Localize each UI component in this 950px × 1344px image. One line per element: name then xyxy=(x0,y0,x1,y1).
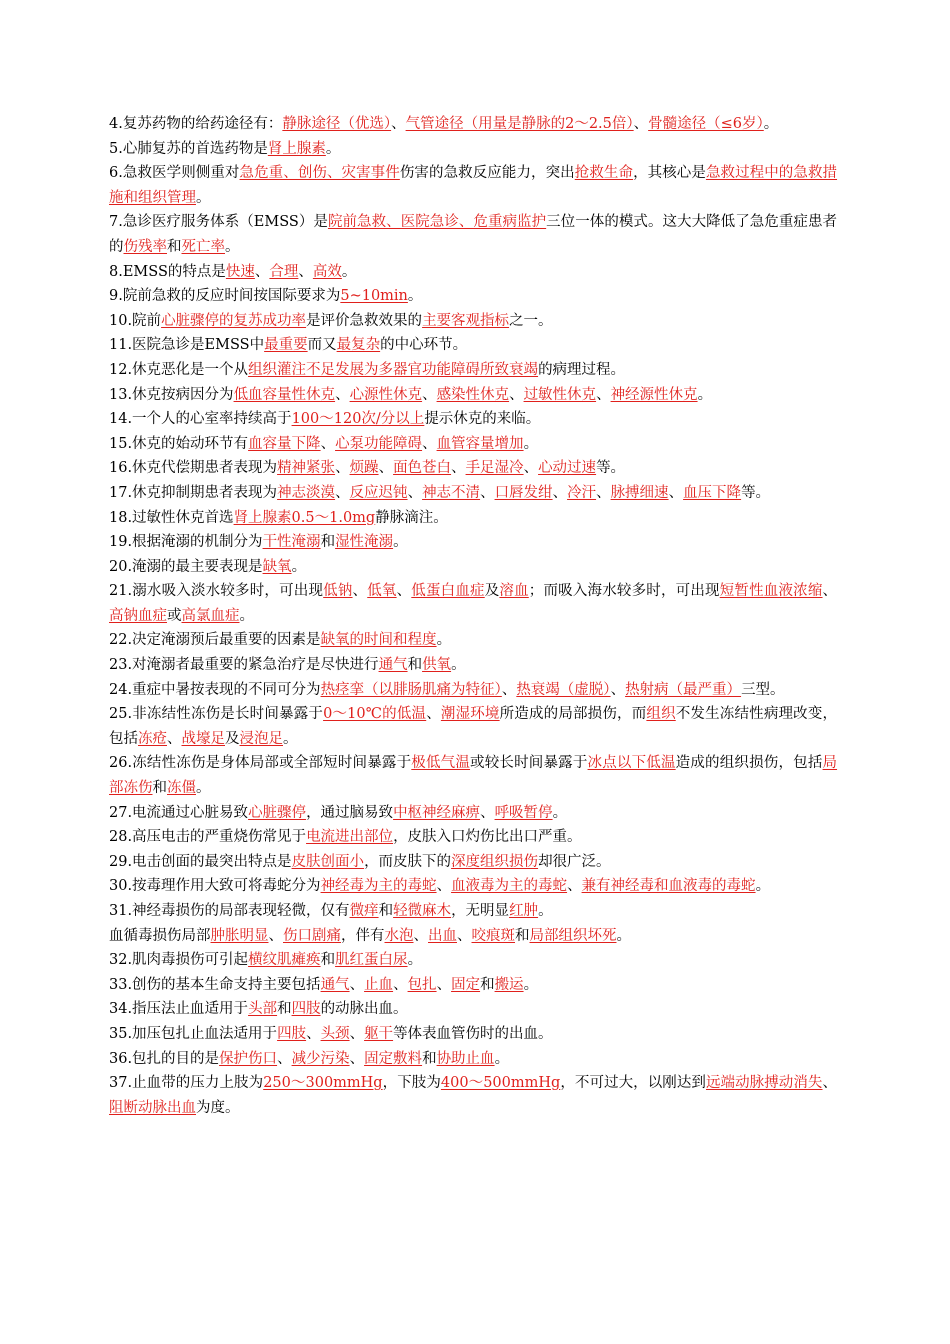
question-text: 、 xyxy=(393,976,408,993)
answer-text: 电流进出部位 xyxy=(306,829,394,846)
question-text: 12.休克恶化是一个从 xyxy=(109,361,249,378)
question-text: 、 xyxy=(509,386,524,403)
answer-text: 头部 xyxy=(248,1001,278,1018)
question-text: 、 xyxy=(567,878,582,895)
paragraph xyxy=(109,973,837,998)
question-text: 。 xyxy=(616,927,631,944)
question-text: 32.肌肉毒损伤可引起 xyxy=(109,952,249,969)
answer-text: 阻断动脉出血 xyxy=(109,1099,196,1116)
question-text: 9.院前急救的反应时间按国际要求为 xyxy=(109,288,341,305)
answer-text: 神经源性休克 xyxy=(610,386,698,403)
question-text: 、 xyxy=(268,927,283,944)
question-text: 11.医院急诊是EMSS中 xyxy=(109,337,265,354)
question-text: 36.包扎的目的是 xyxy=(109,1050,220,1067)
answer-text: 远端动脉搏动消失 xyxy=(706,1075,823,1092)
question-text: 。 xyxy=(196,189,211,206)
answer-text: 面色苍白 xyxy=(393,460,452,477)
answer-text: 局部组织坏死 xyxy=(529,927,617,944)
answer-text: 肾上腺素 xyxy=(267,140,326,157)
answer-text: 溶血 xyxy=(499,583,529,600)
question-text: 。 xyxy=(407,952,423,969)
question-text: 。 xyxy=(407,288,423,305)
answer-text: 冻僵 xyxy=(167,780,196,797)
question-text: 25.非冻结性冻伤是长时间暴露于 xyxy=(109,706,324,723)
answer-text: 包扎 xyxy=(407,976,437,993)
question-text: 、 xyxy=(349,976,365,993)
question-text: 24.重症中暑按表现的不同可分为 xyxy=(109,681,321,698)
answer-text: 深度组织损伤 xyxy=(451,853,539,870)
question-text: 、 xyxy=(596,484,611,501)
answer-text: 最重要 xyxy=(264,337,308,354)
question-text: 、 xyxy=(457,927,472,944)
answer-text: 微痒 xyxy=(349,903,379,919)
question-text: 三位一体的模式。这大大降低了急危重症患者的 xyxy=(109,214,837,255)
paragraph xyxy=(109,407,837,432)
paragraph xyxy=(109,1047,837,1072)
question-text: 而又 xyxy=(307,337,337,354)
question-text: 29.电击创面的最突出特点是 xyxy=(109,853,292,870)
question-text: 、 xyxy=(349,1025,365,1042)
question-text: ，伴有 xyxy=(341,927,385,944)
answer-text: 合理 xyxy=(269,263,299,280)
answer-text: 保护伤口 xyxy=(219,1050,278,1067)
answer-text: 湿性淹溺 xyxy=(335,534,394,551)
question-text: 8.EMSS的特点是 xyxy=(109,263,226,280)
question-text: 和 xyxy=(378,903,394,919)
question-text: ，通过脑易致 xyxy=(306,804,394,821)
question-text: 的中心环节。 xyxy=(380,337,468,354)
answer-text: 静脉途径（优选） xyxy=(282,116,392,132)
answer-text: 急救过程中的急救措施和组织管理 xyxy=(109,165,838,206)
paragraph xyxy=(109,481,837,506)
question-text: 、 xyxy=(277,1050,292,1067)
question-text: 15.休克的始动环节有 xyxy=(109,435,249,452)
question-text: 。 xyxy=(552,804,568,821)
answer-text: 心动过速 xyxy=(538,460,597,477)
paragraph xyxy=(109,112,837,137)
question-text: 、 xyxy=(610,681,626,698)
paragraph xyxy=(109,358,837,383)
question-text: 或较长时间暴露于 xyxy=(470,755,588,772)
question-text: 、 xyxy=(352,583,368,600)
answer-text: 潮湿环境 xyxy=(440,706,500,723)
paragraph xyxy=(109,948,837,973)
paragraph xyxy=(109,825,837,850)
answer-text: 高氯血症 xyxy=(181,607,240,624)
answer-text: 过敏性休克 xyxy=(523,386,597,403)
question-text: 、 xyxy=(422,435,437,452)
paragraph xyxy=(109,383,837,408)
answer-text: 出血 xyxy=(428,927,457,944)
question-text: 。 xyxy=(523,976,539,993)
paragraph xyxy=(109,284,837,309)
question-text: 、 xyxy=(552,484,568,501)
question-text: 的病理过程。 xyxy=(538,361,626,378)
answer-text: 100～120次/分以上 xyxy=(291,411,425,428)
question-text: 、 xyxy=(436,976,452,993)
paragraph xyxy=(109,628,837,653)
question-text: 、 xyxy=(480,804,495,821)
answer-text: 气管途径（用量是静脉的2～2.5倍） xyxy=(405,116,634,132)
paragraph xyxy=(109,702,837,751)
question-text: 之一。 xyxy=(509,312,553,329)
answer-text: 缺氧 xyxy=(262,558,292,575)
question-text: 或 xyxy=(167,607,182,624)
question-text: 5.心肺复苏的首选药物是 xyxy=(109,140,268,157)
question-text: 34.指压法止血适用于 xyxy=(109,1001,249,1018)
answer-text: 250～300mmHg xyxy=(263,1075,383,1092)
paragraph xyxy=(109,309,837,334)
answer-text: 短暂性血液浓缩 xyxy=(719,583,823,600)
question-text: 6.急救医学则侧重对 xyxy=(109,165,240,182)
question-text: 、 xyxy=(391,116,406,132)
answer-text: 伤残率 xyxy=(123,238,167,255)
question-text: 等。 xyxy=(741,484,771,501)
answer-text: 感染性休克 xyxy=(436,386,510,403)
question-text: ，皮肤入口灼伤比出口严重。 xyxy=(393,829,582,846)
question-text: 。 xyxy=(239,607,254,624)
answer-text: 四肢 xyxy=(277,1025,307,1042)
answer-text: 四肢 xyxy=(291,1001,321,1018)
question-text: 、 xyxy=(822,583,838,600)
answer-text: 兼有神经毒和血液毒的毒蛇 xyxy=(581,878,756,895)
answer-text: 减少污染 xyxy=(291,1050,350,1067)
question-text: 16.休克代偿期患者表现为 xyxy=(109,460,278,477)
question-text: 、 xyxy=(298,263,313,280)
paragraph xyxy=(109,751,837,800)
question-text: 和 xyxy=(152,780,167,797)
paragraph xyxy=(109,210,837,259)
answer-text: 呼吸暂停 xyxy=(494,804,553,821)
answer-text: 干性淹溺 xyxy=(262,534,321,551)
question-text: 。 xyxy=(325,140,341,157)
answer-text: 5~10min xyxy=(340,288,408,305)
answer-text: 骨髓途径（≤6岁） xyxy=(648,116,764,132)
answer-text: 轻微麻木 xyxy=(393,903,452,919)
question-text: 、 xyxy=(407,484,423,501)
answer-text: 神志淡漠 xyxy=(277,484,336,501)
question-text: 和 xyxy=(320,952,336,969)
question-text: ，其核心是 xyxy=(633,165,706,182)
question-text: 10.院前 xyxy=(109,312,162,329)
answer-text: 死亡率 xyxy=(181,238,225,255)
paragraph xyxy=(109,924,837,949)
question-text: 不发生冻结性病理改变，包括 xyxy=(109,706,838,747)
answer-text: 头颈 xyxy=(320,1025,350,1042)
paragraph xyxy=(109,555,837,580)
paragraph xyxy=(109,801,837,826)
question-text: 。 xyxy=(697,386,713,403)
answer-text: 心源性休克 xyxy=(349,386,423,403)
question-text: 。 xyxy=(196,780,211,797)
answer-text: 口唇发绀 xyxy=(494,484,553,501)
question-text: 。 xyxy=(341,263,357,280)
question-text: 。 xyxy=(755,878,771,895)
question-text: 。 xyxy=(523,435,539,452)
question-text: 35.加压包扎止血法适用于 xyxy=(109,1025,278,1042)
answer-text: 低蛋白血症 xyxy=(411,583,485,600)
answer-text: 反应迟钝 xyxy=(349,484,408,501)
answer-text: 院前急救、医院急诊、危重病监护 xyxy=(327,214,547,231)
answer-text: 固定敷料 xyxy=(364,1050,423,1067)
question-text: 和 xyxy=(480,976,495,993)
paragraph xyxy=(109,137,837,162)
answer-text: 通气 xyxy=(378,657,408,674)
paragraph xyxy=(109,874,837,899)
question-text: 28.高压电击的严重烧伤常见于 xyxy=(109,829,307,846)
question-text: 22.决定淹溺预后最重要的因素是 xyxy=(109,632,321,649)
answer-text: 血压下降 xyxy=(683,484,742,501)
question-text: ，无明显 xyxy=(451,903,510,919)
question-text: 、 xyxy=(349,1050,365,1067)
question-text: 却很广泛。 xyxy=(538,853,611,870)
question-text: ，不可过大，以刚达到 xyxy=(560,1075,706,1092)
question-text: 造成的组织损伤，包括 xyxy=(675,755,823,772)
question-text: 和 xyxy=(277,1001,292,1018)
answer-text: 血容量下降 xyxy=(248,435,321,452)
paragraph xyxy=(109,506,837,531)
question-text: 、 xyxy=(396,583,412,600)
question-text: 血循毒损伤局部 xyxy=(109,927,211,944)
question-text: 、 xyxy=(822,1075,837,1092)
question-text: 的动脉出血。 xyxy=(320,1001,408,1018)
paragraph xyxy=(109,653,837,678)
paragraph xyxy=(109,850,837,875)
answer-text: 水泡 xyxy=(384,927,414,944)
question-text: 19.根据淹溺的机制分为 xyxy=(109,534,263,551)
paragraph xyxy=(109,899,837,924)
question-text: 、 xyxy=(335,484,350,501)
question-text: 及 xyxy=(484,583,500,600)
paragraph xyxy=(109,678,837,703)
answer-text: 肌红蛋白尿 xyxy=(335,952,408,969)
answer-text: 心脏骤停 xyxy=(248,804,307,821)
answer-text: 心泵功能障碍 xyxy=(335,435,423,452)
question-text: 三型。 xyxy=(741,681,785,698)
paragraph xyxy=(109,1022,837,1047)
question-text: 、 xyxy=(501,681,517,698)
answer-text: 红肿 xyxy=(509,903,539,919)
question-text: 。 xyxy=(393,534,408,551)
question-text: 37.止血带的压力上肢为 xyxy=(109,1075,264,1092)
answer-text: 高效 xyxy=(312,263,342,280)
question-text: 。 xyxy=(291,558,307,575)
paragraph xyxy=(109,161,837,210)
answer-text: 手足湿冷 xyxy=(465,460,524,477)
answer-text: 固定 xyxy=(451,976,481,993)
answer-text: 热衰竭（虚脱） xyxy=(516,681,611,698)
answer-text: 战壕足 xyxy=(181,730,225,747)
paragraph xyxy=(109,260,837,285)
question-text: 23.对淹溺者最重要的紧急治疗是尽快进行 xyxy=(109,657,379,674)
question-text: 、 xyxy=(422,386,437,403)
question-text: 、 xyxy=(254,263,270,280)
answer-text: 400～500mmHg xyxy=(440,1075,561,1092)
answer-text: 浸泡足 xyxy=(239,730,283,747)
answer-text: 躯干 xyxy=(364,1025,394,1042)
question-text: 14.一个人的心室率持续高于 xyxy=(109,411,292,428)
question-text: 13.休克按病因分为 xyxy=(109,386,234,403)
answer-text: 最复杂 xyxy=(336,337,381,354)
answer-text: 心脏骤停的复苏成功率 xyxy=(161,312,307,329)
answer-text: 冻疮 xyxy=(138,730,167,747)
question-text: ，下肢为 xyxy=(382,1075,441,1092)
answer-text: 极低气温 xyxy=(411,755,471,772)
question-text: 27.电流通过心脏易致 xyxy=(109,804,249,821)
question-text: 26.冻结性冻伤是身体局部或全部短时间暴露于 xyxy=(109,755,412,772)
question-text: 、 xyxy=(335,386,350,403)
answer-text: 高钠血症 xyxy=(109,607,167,624)
answer-text: 快速 xyxy=(225,263,255,280)
question-text: 、 xyxy=(596,386,611,403)
question-text: 、 xyxy=(523,460,539,477)
question-text: 30.按毒理作用大致可将毒蛇分为 xyxy=(109,878,321,895)
question-text: ，而皮肤下的 xyxy=(364,853,452,870)
answer-text: 低钠 xyxy=(323,583,353,600)
answer-text: 横纹肌瘫痪 xyxy=(248,952,321,969)
question-text: 31.神经毒损伤的局部表现轻微，仅有 xyxy=(109,903,350,919)
question-text: 静脉滴注。 xyxy=(375,509,448,526)
question-text: 、 xyxy=(413,927,428,944)
answer-text: 热痉挛（以腓肠肌痛为特征） xyxy=(320,681,502,698)
question-text: 。 xyxy=(451,657,466,674)
question-text: 和 xyxy=(167,238,182,255)
question-text: ；而吸入海水较多时，可出现 xyxy=(528,583,720,600)
question-text: 20.淹溺的最主要表现是 xyxy=(109,558,263,575)
answer-text: 0～10℃的低温 xyxy=(323,706,427,723)
answer-text: 伤口剧痛 xyxy=(283,927,341,944)
answer-text: 供氧 xyxy=(422,657,452,674)
document-page xyxy=(109,112,837,1120)
question-text: 提示休克的来临。 xyxy=(424,411,541,428)
question-text: 伤害的急救反应能力，突出 xyxy=(399,165,575,182)
question-text: 所造成的局部损伤，而 xyxy=(499,706,647,723)
question-text: 21.溺水吸入淡水较多时，可出现 xyxy=(109,583,324,600)
question-text: 、 xyxy=(426,706,441,723)
paragraph xyxy=(109,997,837,1022)
answer-text: 搬运 xyxy=(494,976,524,993)
answer-text: 血管容量增加 xyxy=(436,435,524,452)
question-text: 33.创伤的基本生命支持主要包括 xyxy=(109,976,321,993)
question-text: 和 xyxy=(515,927,530,944)
question-text: 。 xyxy=(436,632,452,649)
question-text: 为度。 xyxy=(196,1099,240,1116)
question-text: 和 xyxy=(422,1050,437,1067)
question-text: 、 xyxy=(480,484,495,501)
question-text: 、 xyxy=(320,435,336,452)
question-text: 。 xyxy=(538,903,553,919)
answer-text: 局部冻伤 xyxy=(109,755,838,797)
question-text: 、 xyxy=(306,1025,321,1042)
question-text: 。 xyxy=(763,116,779,132)
answer-text: 组织 xyxy=(646,706,676,723)
question-text: 和 xyxy=(320,534,336,551)
answer-text: 皮肤创面小 xyxy=(291,853,365,870)
answer-text: 抢救生命 xyxy=(574,165,634,182)
question-text: 和 xyxy=(407,657,423,674)
answer-text: 神志不清 xyxy=(422,484,481,501)
answer-text: 急危重、创伤、灾害事件 xyxy=(239,165,400,182)
question-text: 、 xyxy=(436,878,452,895)
question-text: 是评价急救效果的 xyxy=(306,312,423,329)
question-text: 及 xyxy=(225,730,240,747)
answer-text: 神经毒为主的毒蛇 xyxy=(320,878,437,895)
answer-text: 低氧 xyxy=(367,583,397,600)
answer-text: 主要客观指标 xyxy=(422,312,510,329)
question-text: 7.急诊医疗服务体系（EMSS）是 xyxy=(109,214,328,231)
question-text: 、 xyxy=(451,460,466,477)
question-text: 等体表血管伤时的出血。 xyxy=(393,1025,553,1042)
question-text: 。 xyxy=(225,238,240,255)
paragraph xyxy=(109,333,837,358)
paragraph xyxy=(109,530,837,555)
paragraph xyxy=(109,432,837,457)
question-text: 、 xyxy=(167,730,182,747)
question-text: 、 xyxy=(668,484,684,501)
answer-text: 组织灌注不足发展为多器官功能障碍所致衰竭 xyxy=(248,361,539,378)
answer-text: 止血 xyxy=(364,976,394,993)
question-text: 4.复苏药物的给药途径有： xyxy=(109,116,283,132)
paragraph xyxy=(109,579,837,628)
answer-text: 肾上腺素0.5～1.0mg xyxy=(233,509,376,526)
answer-text: 脉搏细速 xyxy=(610,484,669,501)
answer-text: 热射病（最严重） xyxy=(625,681,742,698)
question-text: 。 xyxy=(494,1050,510,1067)
answer-text: 肿胀明显 xyxy=(210,927,269,944)
paragraph xyxy=(109,1071,837,1120)
question-text: 18.过敏性休克首选 xyxy=(109,509,234,526)
answer-text: 协助止血 xyxy=(436,1050,495,1067)
answer-text: 通气 xyxy=(320,976,350,993)
answer-text: 烦躁 xyxy=(349,460,379,477)
question-text: 17.休克抑制期患者表现为 xyxy=(109,484,278,501)
answer-text: 精神紧张 xyxy=(277,460,336,477)
question-text: 等。 xyxy=(596,460,626,477)
paragraph xyxy=(109,456,837,481)
question-text: 、 xyxy=(335,460,350,477)
question-text: 、 xyxy=(633,116,649,132)
answer-text: 冷汗 xyxy=(567,484,597,501)
answer-text: 咬痕斑 xyxy=(471,927,515,944)
answer-text: 中枢神经麻痹 xyxy=(393,804,481,821)
answer-text: 缺氧的时间和程度 xyxy=(320,632,437,649)
question-text: 。 xyxy=(283,730,298,747)
question-text: 、 xyxy=(378,460,394,477)
answer-text: 冰点以下低温 xyxy=(587,755,676,772)
answer-text: 低血容量性休克 xyxy=(233,386,336,403)
answer-text: 血液毒为主的毒蛇 xyxy=(451,878,568,895)
